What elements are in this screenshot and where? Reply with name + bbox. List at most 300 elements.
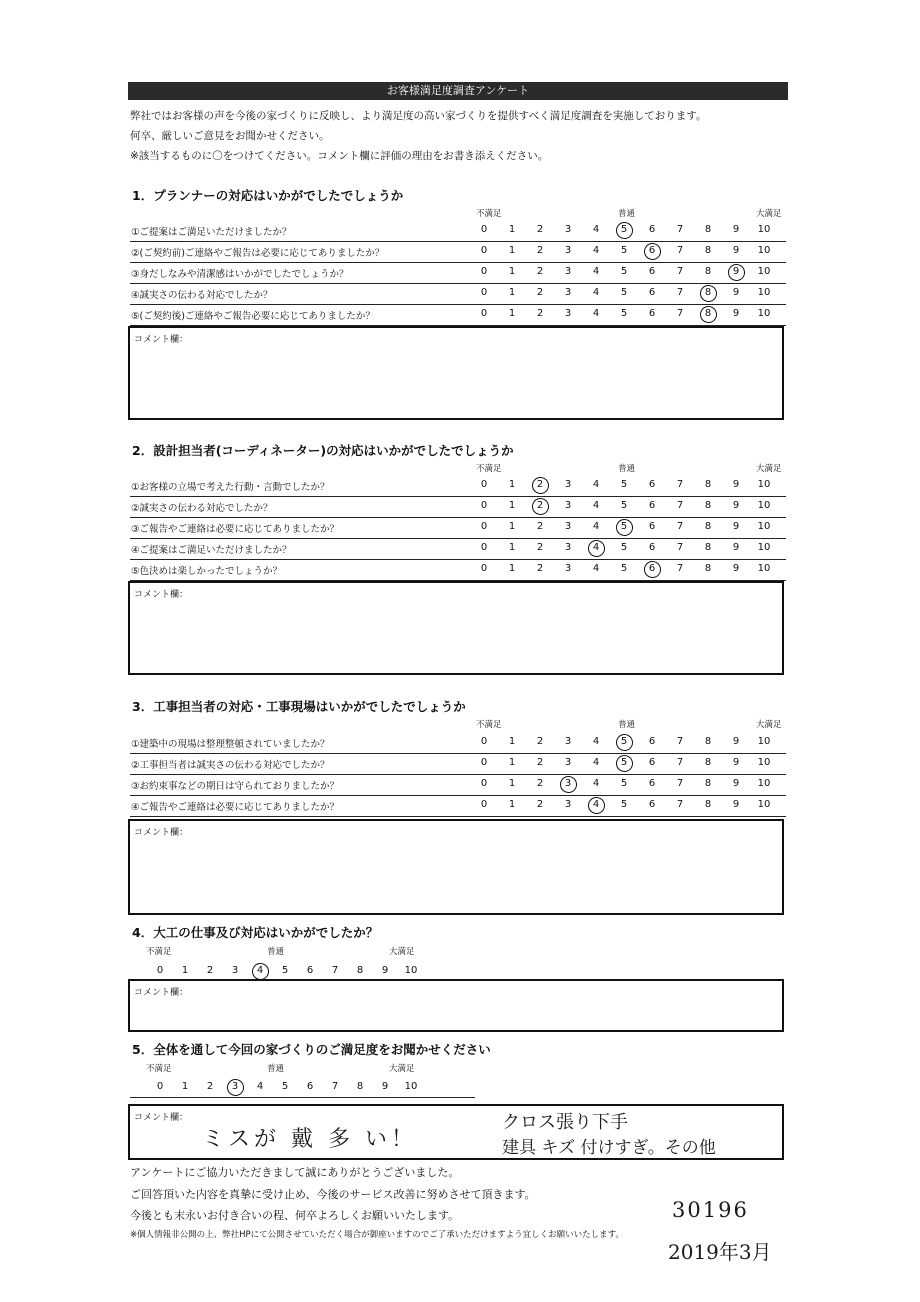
selected-circle-mark [225,1077,245,1097]
rating-option[interactable] [474,308,494,319]
rating-option[interactable] [726,778,746,789]
rating-option[interactable] [175,1081,195,1092]
rating-option[interactable] [558,736,578,747]
scale-number: 5 [620,287,628,298]
rating-option[interactable] [502,245,522,256]
scale-number: 7 [331,1081,339,1092]
rating-option[interactable] [614,778,634,789]
rating-option[interactable] [474,778,494,789]
rating-option[interactable] [530,266,550,277]
scale-number: 1 [508,287,516,298]
rating-option[interactable] [530,778,550,789]
rating-option[interactable] [275,965,295,976]
rating-option[interactable] [530,799,550,810]
rating-option[interactable] [586,563,606,574]
rating-option[interactable] [558,799,578,810]
scale-number: 7 [676,266,684,277]
rating-option[interactable] [670,736,690,747]
scale-number: 0 [480,799,488,810]
rating-option[interactable] [726,521,746,532]
scale-number: 9 [732,799,740,810]
rating-option[interactable] [558,245,578,256]
scale-high-label: 大満足 [756,464,782,474]
rating-option[interactable] [614,287,634,298]
rating-option[interactable] [614,266,634,277]
rating-option[interactable] [726,500,746,511]
rating-option[interactable] [670,799,690,810]
rating-option[interactable] [754,521,774,532]
scale-number: 10 [757,224,771,235]
scale-number: 9 [381,965,389,976]
rating-option[interactable] [754,799,774,810]
rating-option[interactable] [502,479,522,490]
rating-option[interactable] [754,500,774,511]
rating-option[interactable] [530,563,550,574]
rating-option[interactable] [502,308,522,319]
rating-option[interactable] [698,287,718,298]
handwritten-comment-right-2: 建具 キズ 付けすぎ。その他 [502,1138,716,1158]
scale-number: 3 [564,542,572,553]
scale-mid-label: 普通 [267,947,285,957]
rating-option[interactable] [558,224,578,235]
scale-number: 6 [648,500,656,511]
rating-option[interactable] [642,500,662,511]
rating-option[interactable] [250,965,270,976]
scale-number: 0 [480,287,488,298]
rating-option[interactable] [642,799,662,810]
rating-option[interactable] [698,542,718,553]
rating-option[interactable] [614,521,634,532]
rating-option[interactable] [698,521,718,532]
scale-number: 2 [536,799,544,810]
rating-option[interactable] [698,563,718,574]
rating-option[interactable] [754,736,774,747]
rating-option[interactable] [474,479,494,490]
selected-circle-mark [614,517,634,537]
scale-number: 2 [536,757,544,768]
rating-option[interactable] [726,266,746,277]
question-text: ③身だしなみや清潔感はいかがでしたでしょうか？ [131,269,349,280]
rating-option[interactable] [325,965,345,976]
scale-mid-label: 普通 [618,720,636,730]
rating-option[interactable] [642,521,662,532]
rating-option[interactable] [558,266,578,277]
rating-option[interactable] [642,757,662,768]
rating-option[interactable] [670,521,690,532]
rating-option[interactable] [586,245,606,256]
rating-option[interactable] [586,266,606,277]
rating-option[interactable] [530,308,550,319]
scale-number: 0 [480,500,488,511]
rating-option[interactable] [586,521,606,532]
rating-option[interactable] [670,245,690,256]
rating-option[interactable] [726,563,746,574]
rating-option[interactable] [530,479,550,490]
scale-number: 7 [676,479,684,490]
rating-option[interactable] [754,757,774,768]
scale-number: 0 [480,308,488,319]
scale-number: 7 [676,542,684,553]
rating-option[interactable] [726,308,746,319]
scale-number: 3 [564,245,572,256]
scale-number: 2 [206,965,214,976]
scale-number: 2 [536,563,544,574]
rating-option[interactable] [150,1081,170,1092]
scale-number: 2 [530,479,550,490]
handwritten-comment-left: ミスが 戴 多 い！ [202,1127,417,1152]
scale-number: 5 [620,778,628,789]
scale-number: 8 [704,500,712,511]
comment-box-4[interactable] [128,979,784,1032]
rating-option[interactable] [670,266,690,277]
scale-number: 3 [564,500,572,511]
rating-option[interactable] [474,266,494,277]
scale-number: 5 [281,965,289,976]
rating-option[interactable] [502,778,522,789]
rating-option[interactable] [474,500,494,511]
scale-number: 2 [536,224,544,235]
scale-number: 4 [592,266,600,277]
rating-option[interactable] [726,757,746,768]
rating-option[interactable] [558,757,578,768]
rating-option[interactable] [754,245,774,256]
scale-number: 7 [676,736,684,747]
rating-option[interactable] [474,563,494,574]
scale-number: 5 [620,563,628,574]
rating-option[interactable] [586,736,606,747]
rating-option[interactable] [502,266,522,277]
rating-option[interactable] [586,542,606,553]
rating-option[interactable] [325,1081,345,1092]
scale-number: 10 [757,245,771,256]
rating-option[interactable] [350,965,370,976]
rating-option[interactable] [558,308,578,319]
scale-number: 6 [648,736,656,747]
rating-option[interactable] [670,757,690,768]
rating-option[interactable] [530,736,550,747]
scale-number: 1 [508,799,516,810]
rating-option[interactable] [530,287,550,298]
rating-option[interactable] [698,224,718,235]
rating-option[interactable] [670,563,690,574]
rating-option[interactable] [502,757,522,768]
section-2-title: 2．設計担当者(コーディネーター)の対応はいかがでしたでしょうか [132,443,514,458]
question-row [130,263,786,284]
rating-option[interactable] [642,287,662,298]
intro-line-2: 何卒、厳しいご意見をお聞かせください。 [130,130,330,142]
scale-number: 5 [620,266,628,277]
comment-box-3[interactable] [128,819,784,915]
rating-option[interactable] [614,308,634,319]
rating-option[interactable] [558,479,578,490]
rating-option[interactable] [726,479,746,490]
rating-option[interactable] [530,521,550,532]
question-row [130,796,786,817]
scale-number: 7 [676,287,684,298]
comment-label: コメント欄： [134,1113,189,1123]
rating-option[interactable] [698,245,718,256]
rating-option[interactable] [474,224,494,235]
scale-number: 10 [404,965,418,976]
rating-option[interactable] [200,965,220,976]
rating-option[interactable] [375,965,395,976]
divider [130,1097,475,1098]
rating-option[interactable] [350,1081,370,1092]
rating-option[interactable] [502,736,522,747]
rating-option[interactable] [530,542,550,553]
scale-number: 9 [732,778,740,789]
scale-number: 6 [306,965,314,976]
rating-option[interactable] [726,736,746,747]
scale-number: 5 [614,736,634,747]
rating-option[interactable] [502,224,522,235]
rating-option[interactable] [614,479,634,490]
scale-number: 9 [732,736,740,747]
comment-box-1[interactable] [128,326,784,420]
rating-option[interactable] [754,778,774,789]
rating-option[interactable] [474,757,494,768]
scale-number: 0 [480,266,488,277]
question-text: ①ご提案はご満足いただけましたか？ [131,227,292,238]
rating-option[interactable] [614,736,634,747]
rating-option[interactable] [614,757,634,768]
rating-option[interactable] [502,542,522,553]
rating-option[interactable] [642,542,662,553]
rating-option[interactable] [670,479,690,490]
scale-number: 7 [676,521,684,532]
rating-option[interactable] [670,308,690,319]
scale-number: 9 [732,287,740,298]
rating-option[interactable] [698,479,718,490]
rating-option[interactable] [502,287,522,298]
rating-option[interactable] [642,308,662,319]
scale-number: 9 [732,308,740,319]
rating-option[interactable] [474,287,494,298]
rating-option[interactable] [614,563,634,574]
scale-number: 8 [704,563,712,574]
rating-option[interactable] [698,778,718,789]
scale-number: 0 [480,757,488,768]
question-row [130,733,786,754]
rating-option[interactable] [726,224,746,235]
rating-option[interactable] [698,736,718,747]
rating-option[interactable] [670,287,690,298]
scale-number: 0 [480,563,488,574]
rating-option[interactable] [754,542,774,553]
rating-option[interactable] [474,542,494,553]
rating-option[interactable] [670,224,690,235]
rating-option[interactable] [670,500,690,511]
scale-number: 6 [306,1081,314,1092]
scale-high-label: 大満足 [756,720,782,730]
scale-number: 1 [508,224,516,235]
rating-option[interactable] [754,479,774,490]
scale-number: 8 [704,479,712,490]
scale-number: 10 [757,521,771,532]
scale-number: 8 [698,287,718,298]
rating-option[interactable] [530,224,550,235]
rating-option[interactable] [530,245,550,256]
scale-high-label: 大満足 [389,1064,415,1074]
rating-option[interactable] [530,757,550,768]
rating-option[interactable] [586,799,606,810]
rating-option[interactable] [401,965,421,976]
rating-option[interactable] [754,563,774,574]
rating-option[interactable] [375,1081,395,1092]
scale-number: 6 [648,799,656,810]
scale-number: 3 [225,1081,245,1092]
scale-number: 1 [508,479,516,490]
rating-option[interactable] [754,308,774,319]
rating-option[interactable] [726,245,746,256]
rating-option[interactable] [502,799,522,810]
scale-number: 3 [564,266,572,277]
rating-option[interactable] [300,1081,320,1092]
scale-number: 1 [508,308,516,319]
question-row [130,497,786,518]
rating-option[interactable] [200,1081,220,1092]
rating-option[interactable] [614,542,634,553]
rating-option[interactable] [502,563,522,574]
rating-option[interactable] [642,778,662,789]
rating-option[interactable] [642,479,662,490]
scale-number: 7 [676,224,684,235]
rating-option[interactable] [642,736,662,747]
scale-number: 6 [648,757,656,768]
comment-label: コメント欄： [134,828,189,838]
rating-option[interactable] [614,224,634,235]
rating-option[interactable] [558,778,578,789]
rating-option[interactable] [670,778,690,789]
scale-number: 10 [757,778,771,789]
rating-option[interactable] [726,542,746,553]
scale-number: 8 [704,799,712,810]
rating-option[interactable] [175,965,195,976]
scale-number: 8 [704,224,712,235]
scale-number: 10 [757,799,771,810]
rating-option[interactable] [558,563,578,574]
scale-number: 0 [480,245,488,256]
rating-option[interactable] [698,266,718,277]
rating-option[interactable] [614,799,634,810]
footer-line-1: アンケートにご協力いただきまして誠にありがとうございました。 [130,1166,460,1179]
scale-number: 5 [614,224,634,235]
rating-option[interactable] [474,799,494,810]
scale-number: 2 [536,542,544,553]
scale-number: 10 [757,542,771,553]
scale-number: 4 [592,521,600,532]
question-row [130,284,786,305]
scale-number: 7 [676,799,684,810]
scale-number: 10 [757,308,771,319]
rating-option[interactable] [698,500,718,511]
handwritten-id-number: 30196 [672,1198,749,1222]
rating-option[interactable] [586,757,606,768]
rating-option[interactable] [150,965,170,976]
scale-number: 1 [508,500,516,511]
scale-number: 8 [704,245,712,256]
scale-number: 1 [508,542,516,553]
rating-option[interactable] [275,1081,295,1092]
scale-number: 1 [508,778,516,789]
rating-option[interactable] [754,266,774,277]
scale-number: 8 [356,965,364,976]
rating-option[interactable] [614,245,634,256]
rating-option[interactable] [754,224,774,235]
rating-option[interactable] [642,224,662,235]
scale-number: 6 [648,287,656,298]
footer-line-2: ご回答頂いた内容を真摯に受け止め、今後のサービス改善に努めさせて頂きます。 [130,1188,536,1201]
rating-option[interactable] [698,799,718,810]
scale-number: 3 [558,778,578,789]
scale-number: 3 [564,308,572,319]
rating-option[interactable] [586,479,606,490]
comment-box-5[interactable] [128,1104,784,1160]
rating-option[interactable] [586,500,606,511]
rating-option[interactable] [614,500,634,511]
scale-number: 9 [732,563,740,574]
rating-option[interactable] [558,521,578,532]
rating-option[interactable] [225,965,245,976]
scale-number: 2 [530,500,550,511]
rating-option[interactable] [642,245,662,256]
rating-option[interactable] [642,266,662,277]
section-5-title: 5．全体を通して今回の家づくりのご満足度をお聞かせください [132,1042,491,1057]
scale-number: 4 [586,542,606,553]
rating-option[interactable] [300,965,320,976]
rating-option[interactable] [726,287,746,298]
rating-option[interactable] [558,287,578,298]
rating-option[interactable] [586,287,606,298]
rating-option[interactable] [698,308,718,319]
rating-option[interactable] [558,542,578,553]
scale-number: 4 [592,245,600,256]
scale-number: 7 [676,778,684,789]
rating-option[interactable] [474,736,494,747]
scale-number: 2 [536,778,544,789]
rating-option[interactable] [401,1081,421,1092]
scale-number: 7 [676,757,684,768]
scale-number: 6 [648,542,656,553]
scale-mid-label: 普通 [618,209,636,219]
rating-option[interactable] [225,1081,245,1092]
scale-number: 5 [620,799,628,810]
scale-high-label: 大満足 [389,947,415,957]
rating-option[interactable] [558,500,578,511]
section-1-title: 1．プランナーの対応はいかがでしたでしょうか [132,188,404,203]
footnote: ※個人情報非公開の上、弊社HPにて公開させていただく場合が御座いますのでご了承いただけますよう宜しくお願いいたします。 [130,1230,624,1240]
scale-number: 0 [480,224,488,235]
rating-option[interactable] [502,521,522,532]
scale-number: 10 [757,736,771,747]
question-text: ②(ご契約前)ご連絡やご報告は必要に応じてありましたか？ [131,248,385,259]
scale-number: 9 [381,1081,389,1092]
rating-option[interactable] [474,521,494,532]
rating-option[interactable] [586,308,606,319]
rating-option[interactable] [250,1081,270,1092]
comment-box-2[interactable] [128,581,784,675]
rating-option[interactable] [586,778,606,789]
rating-option[interactable] [698,757,718,768]
rating-option[interactable] [642,563,662,574]
rating-option[interactable] [474,245,494,256]
rating-option[interactable] [586,224,606,235]
rating-option[interactable] [726,799,746,810]
rating-option[interactable] [670,542,690,553]
rating-option[interactable] [502,500,522,511]
rating-option[interactable] [530,500,550,511]
rating-option[interactable] [754,287,774,298]
